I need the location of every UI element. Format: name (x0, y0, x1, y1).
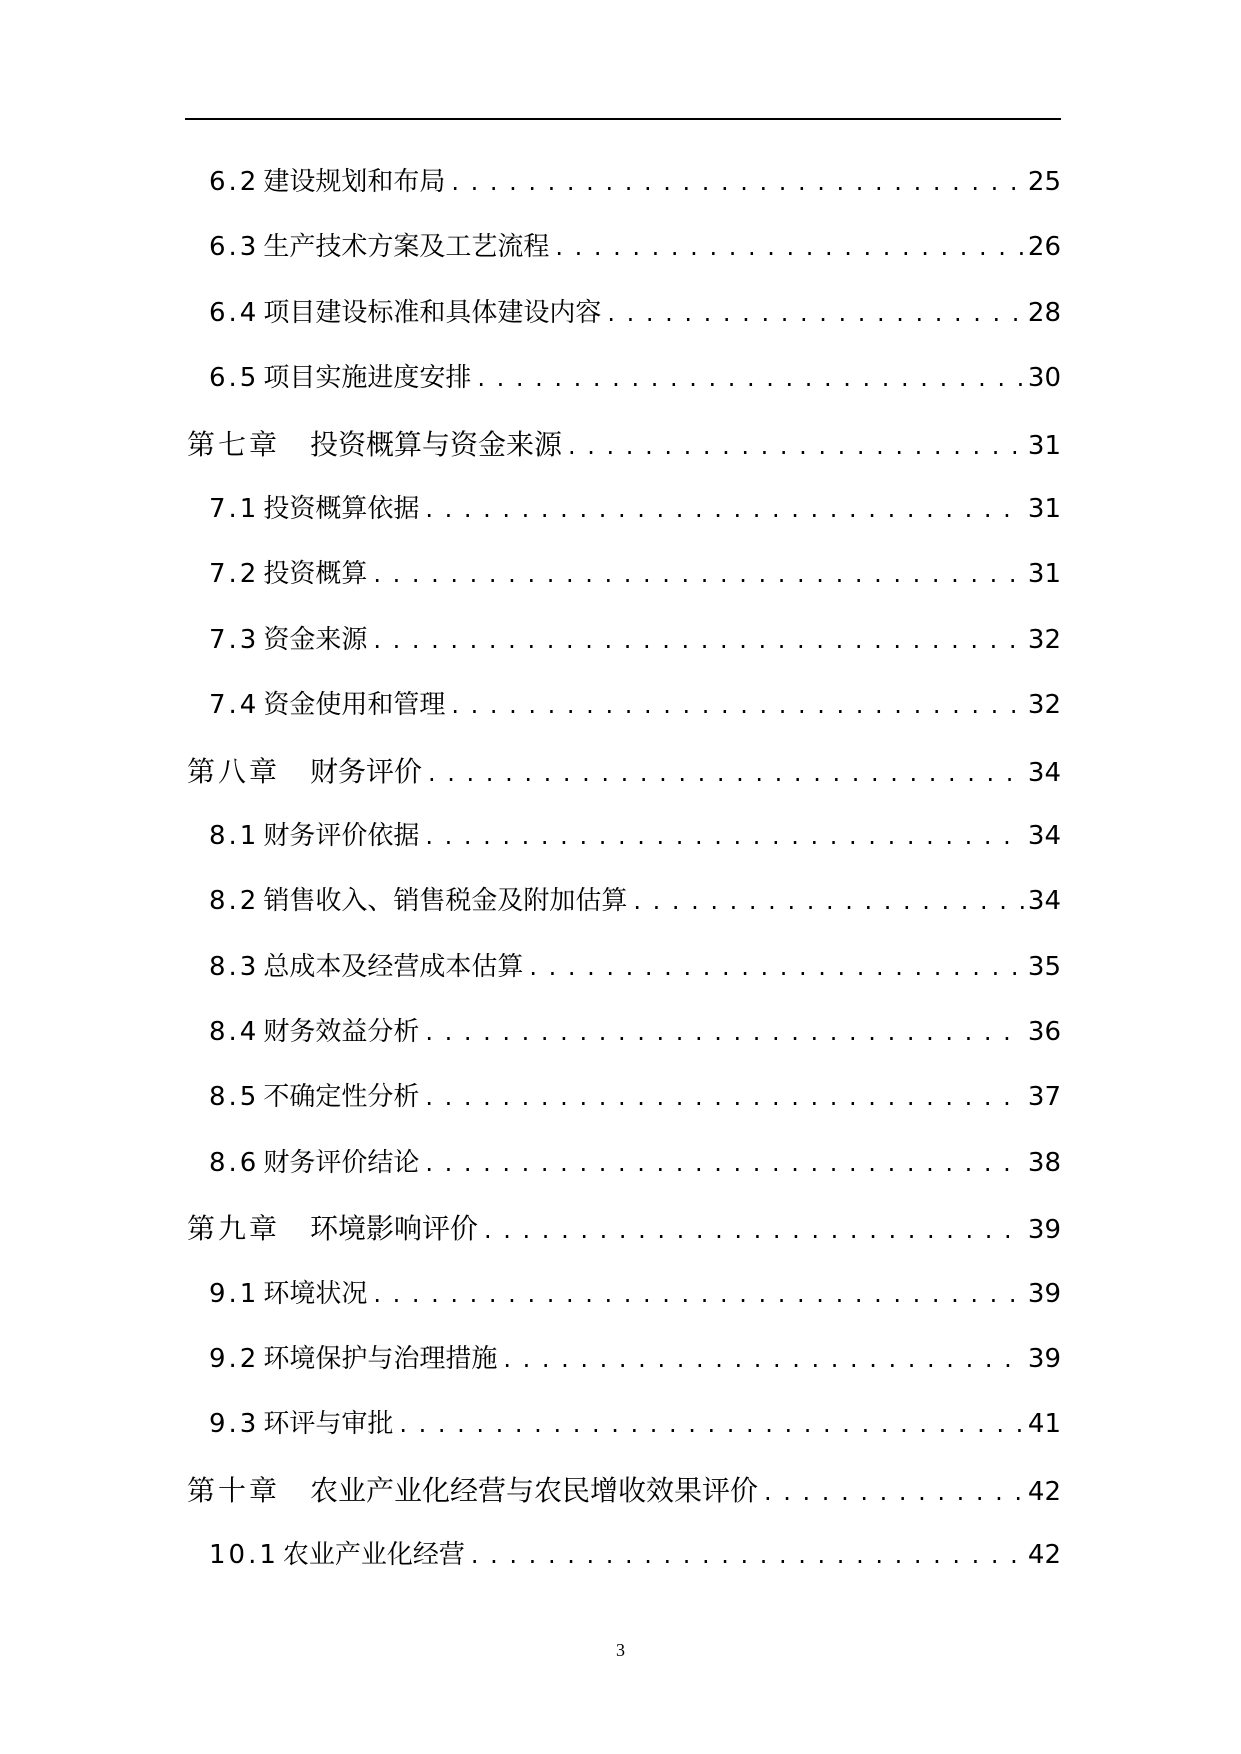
toc-section-entry[interactable] (187, 477, 1061, 542)
dot-leader (627, 869, 1024, 934)
toc-section-entry[interactable] (187, 673, 1061, 738)
toc-entry-page-number: 25 (1027, 167, 1061, 197)
toc-entry-page-number: 35 (1027, 951, 1061, 982)
toc-entry-title: 项目建设标准和具体建设内容 (263, 297, 602, 328)
toc-entry-title: 财务效益分析 (263, 1017, 420, 1048)
dot-leader (445, 673, 1024, 738)
dot-leader (562, 414, 1024, 477)
toc-entry-title: 资金使用和管理 (263, 690, 446, 721)
toc-section-entry[interactable] (187, 1523, 1061, 1588)
toc-entry-title: 环境保护与治理措施 (263, 1344, 498, 1375)
toc-entry-number: 9.2 (209, 1344, 260, 1375)
toc-entry-title: 财务评价依据 (263, 820, 420, 851)
toc-section-entry[interactable] (187, 215, 1061, 280)
dot-leader (367, 1262, 1024, 1327)
toc-entry-page-number: 31 (1027, 559, 1061, 590)
dot-leader (478, 1198, 1024, 1261)
dot-leader (367, 608, 1024, 673)
toc-entry-title: 投资概算 (263, 559, 368, 590)
dot-leader (419, 1000, 1024, 1065)
toc-entry-title: 建设规划和布局 (263, 167, 446, 197)
toc-section-entry[interactable] (187, 608, 1061, 673)
toc-entry-title: 不确定性分析 (263, 1082, 420, 1113)
toc-entry-number: 第十章 (187, 1473, 281, 1507)
toc-entry-number: 9.3 (209, 1409, 260, 1440)
toc-entry-page-number: 39 (1027, 1215, 1061, 1246)
toc-entry-page-number: 32 (1027, 624, 1061, 655)
dot-leader (523, 935, 1024, 1000)
toc-entry-page-number: 34 (1027, 820, 1061, 851)
toc-entry-title: 总成本及经营成本估算 (263, 951, 524, 982)
toc-entry-title: 投资概算与资金来源 (310, 427, 563, 461)
table-of-contents (187, 150, 1061, 1589)
toc-section-entry[interactable] (187, 1131, 1061, 1196)
toc-entry-page-number: 30 (1027, 363, 1061, 394)
toc-entry-page-number: 39 (1027, 1344, 1061, 1375)
toc-entry-page-number: 42 (1027, 1540, 1061, 1571)
toc-entry-number: 6.5 (209, 363, 260, 394)
toc-entry-number: 6.2 (209, 167, 260, 197)
dot-leader (419, 1131, 1024, 1196)
toc-entry-title: 农业产业化经营 (282, 1540, 465, 1571)
toc-entry-page-number: 38 (1027, 1147, 1061, 1178)
toc-entry-title: 项目实施进度安排 (263, 363, 472, 394)
toc-entry-number: 6.4 (209, 297, 260, 328)
dot-leader (471, 346, 1024, 411)
toc-entry-page-number: 31 (1027, 493, 1061, 524)
dot-leader (422, 741, 1024, 804)
toc-section-entry[interactable] (187, 150, 1061, 215)
toc-entry-page-number: 37 (1027, 1082, 1061, 1113)
toc-section-entry[interactable] (187, 542, 1061, 607)
toc-entry-page-number: 34 (1027, 757, 1061, 788)
toc-entry-number: 7.4 (209, 690, 260, 721)
toc-entry-title: 环评与审批 (263, 1409, 394, 1440)
dot-leader (758, 1460, 1024, 1523)
toc-entry-page-number: 39 (1027, 1278, 1061, 1309)
dot-leader (419, 804, 1024, 869)
dot-leader (419, 1065, 1024, 1130)
toc-entry-number: 8.3 (209, 951, 260, 982)
dot-leader (497, 1327, 1024, 1392)
toc-section-entry[interactable] (187, 1000, 1061, 1065)
toc-entry-title: 环境影响评价 (310, 1212, 479, 1246)
toc-entry-number: 7.3 (209, 624, 260, 655)
toc-entry-number: 8.1 (209, 820, 260, 851)
toc-section-entry[interactable] (187, 935, 1061, 1000)
toc-section-entry[interactable] (187, 1327, 1061, 1392)
dot-leader (367, 542, 1024, 607)
toc-entry-number: 7.2 (209, 559, 260, 590)
page-number: 3 (616, 1640, 625, 1660)
dot-leader (445, 150, 1024, 215)
toc-chapter-entry[interactable] (187, 1196, 1061, 1261)
toc-entry-number: 7.1 (209, 493, 260, 524)
toc-entry-title: 资金来源 (263, 624, 368, 655)
toc-entry-page-number: 41 (1027, 1409, 1061, 1440)
toc-section-entry[interactable] (187, 1392, 1061, 1457)
header-rule (185, 118, 1061, 120)
toc-entry-number: 8.4 (209, 1017, 260, 1048)
toc-entry-title: 投资概算依据 (263, 493, 420, 524)
toc-section-entry[interactable] (187, 1262, 1061, 1327)
dot-leader (549, 215, 1024, 280)
toc-entry-page-number: 42 (1027, 1476, 1061, 1507)
toc-entry-title: 财务评价 (310, 754, 423, 788)
toc-entry-number: 8.6 (209, 1147, 260, 1178)
toc-entry-number: 第七章 (187, 427, 281, 461)
toc-entry-number: 第八章 (187, 754, 281, 788)
toc-section-entry[interactable] (187, 346, 1061, 411)
dot-leader (465, 1523, 1024, 1588)
toc-section-entry[interactable] (187, 1065, 1061, 1130)
dot-leader (419, 477, 1024, 542)
toc-entry-number: 8.5 (209, 1082, 260, 1113)
toc-entry-page-number: 31 (1027, 430, 1061, 461)
toc-chapter-entry[interactable] (187, 739, 1061, 804)
toc-section-entry[interactable] (187, 804, 1061, 869)
toc-entry-title: 农业产业化经营与农民增收效果评价 (310, 1473, 759, 1507)
toc-chapter-entry[interactable] (187, 412, 1061, 477)
toc-entry-number: 9.1 (209, 1278, 260, 1309)
toc-entry-number: 6.3 (209, 232, 260, 263)
toc-entry-title: 环境状况 (263, 1278, 368, 1309)
toc-entry-page-number: 28 (1027, 297, 1061, 328)
dot-leader (601, 281, 1024, 346)
toc-entry-page-number: 34 (1027, 886, 1061, 917)
dot-leader (393, 1392, 1024, 1457)
toc-entry-number: 10.1 (209, 1540, 279, 1571)
toc-entry-title: 财务评价结论 (263, 1147, 420, 1178)
toc-entry-page-number: 32 (1027, 690, 1061, 721)
toc-entry-number: 8.2 (209, 886, 260, 917)
toc-entry-page-number: 26 (1027, 232, 1061, 263)
toc-entry-page-number: 36 (1027, 1017, 1061, 1048)
toc-entry-title: 销售收入、销售税金及附加估算 (263, 886, 628, 917)
toc-section-entry[interactable] (187, 281, 1061, 346)
toc-chapter-entry[interactable] (187, 1458, 1061, 1523)
toc-entry-title: 生产技术方案及工艺流程 (263, 232, 550, 263)
toc-entry-number: 第九章 (187, 1212, 281, 1246)
toc-section-entry[interactable] (187, 869, 1061, 934)
